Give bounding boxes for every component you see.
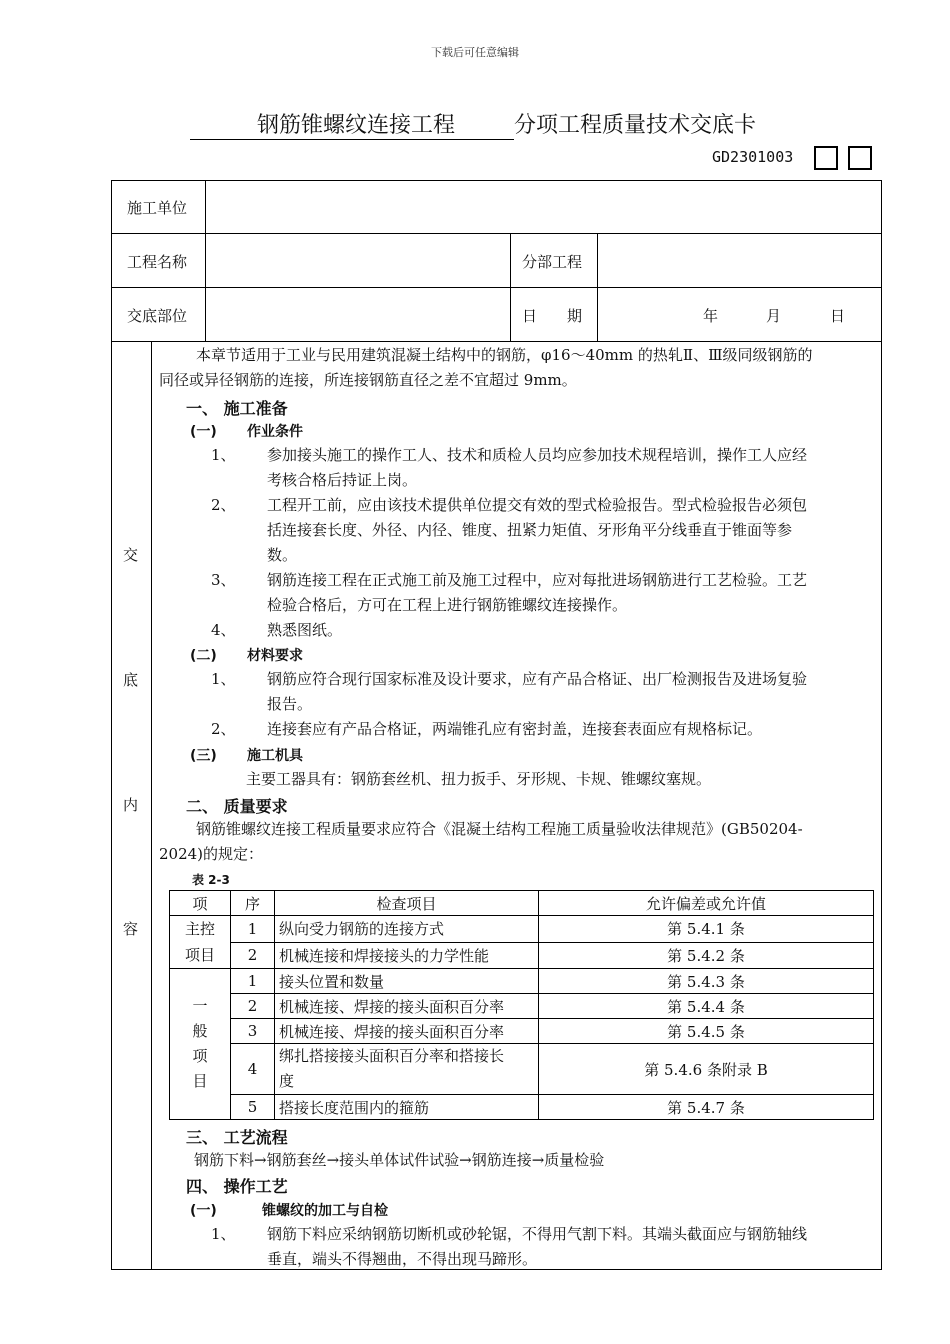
side-label: 交 bbox=[123, 546, 139, 564]
section-heading: 三、 工艺流程 bbox=[186, 1128, 288, 1147]
code-box-1 bbox=[814, 146, 838, 170]
intro-line: 同径或异径钢筋的连接，所连接钢筋直径之差不宜超过 9mm。 bbox=[159, 371, 577, 389]
date-label: 日 期 bbox=[522, 307, 583, 325]
quality-text-line: 钢筋锥螺纹连接工程质量要求应符合《混凝土结构工程施工质量验收法律规范》(GB50204- bbox=[196, 820, 803, 838]
row-value: 第 5.4.7 条 bbox=[539, 1095, 874, 1120]
group-general-text: 项 bbox=[192, 1047, 208, 1065]
item-line: 括连接套长度、外径、内径、锥度、扭紧力矩值、牙形角平分线垂直于锥面等参 bbox=[267, 521, 793, 539]
side-label: 容 bbox=[123, 920, 139, 938]
subsection-number: (三) bbox=[190, 748, 217, 764]
content-col-divider bbox=[151, 341, 152, 1270]
item-number: 3、 bbox=[211, 571, 236, 589]
subsection-number: (一) bbox=[190, 1203, 217, 1219]
group-main-text: 项目 bbox=[184, 946, 215, 964]
page-title bbox=[190, 108, 756, 140]
row-number: 2 bbox=[231, 942, 275, 969]
row-number: 5 bbox=[231, 1095, 275, 1120]
item-number: 1、 bbox=[211, 1225, 236, 1243]
row-value: 第 5.4.5 条 bbox=[539, 1019, 874, 1044]
project-name-label: 工程名称 bbox=[127, 253, 188, 271]
group-main-cell bbox=[170, 916, 231, 969]
row-divider bbox=[111, 233, 882, 234]
row-value: 第 5.4.2 条 bbox=[539, 942, 874, 969]
row-divider bbox=[111, 287, 882, 288]
group-general-text: 般 bbox=[192, 1022, 208, 1040]
table-header-row bbox=[170, 891, 874, 916]
table-row bbox=[170, 969, 874, 994]
item-line: 钢筋下料应采纳钢筋切断机或砂轮锯，不得用气割下料。其端头截面应与钢筋轴线 bbox=[267, 1225, 808, 1243]
code-box-2 bbox=[848, 146, 872, 170]
row-item: 接头位置和数量 bbox=[275, 969, 539, 994]
side-label: 底 bbox=[123, 671, 139, 689]
row-item: 机械连接和焊接接头的力学性能 bbox=[275, 942, 539, 969]
group-general-text: 目 bbox=[192, 1072, 208, 1090]
subsection-title: 材料要求 bbox=[247, 648, 303, 664]
item-number: 4、 bbox=[211, 621, 236, 639]
row-number: 1 bbox=[231, 969, 275, 994]
title-project-name: 钢筋锥螺纹连接工程 bbox=[190, 108, 514, 140]
tools-text: 主要工器具有：钢筋套丝机、扭力扳手、牙形规、卡规、锥螺纹塞规。 bbox=[246, 770, 712, 788]
quality-table bbox=[169, 890, 874, 1120]
header-cell: 序 bbox=[231, 891, 275, 916]
subsection-title: 施工机具 bbox=[247, 748, 303, 764]
row-divider bbox=[111, 341, 882, 342]
title-main: 分项工程质量技术交底卡 bbox=[514, 113, 757, 138]
item-line: 钢筋应符合现行国家标准及设计要求，应有产品合格证、出厂检测报告及进场复验 bbox=[267, 670, 808, 688]
row-number: 4 bbox=[231, 1044, 275, 1095]
item-number: 1、 bbox=[211, 670, 236, 688]
intro-line: 本章节适用于工业与民用建筑混凝土结构中的钢筋，φ16～40mm 的热轧Ⅱ、Ⅲ级同级钢筋的 bbox=[196, 346, 813, 364]
header-cell: 允许偏差或允许值 bbox=[539, 891, 874, 916]
document-code: GD2301003 bbox=[712, 148, 794, 166]
header-cell: 检查项目 bbox=[275, 891, 539, 916]
col-divider bbox=[205, 180, 206, 341]
section-heading: 四、 操作工艺 bbox=[186, 1177, 288, 1196]
row-item: 搭接长度范围内的箍筋 bbox=[275, 1095, 539, 1120]
header-cell: 项 bbox=[170, 891, 231, 916]
group-general-text: 一 bbox=[192, 997, 208, 1015]
item-number: 2、 bbox=[211, 720, 236, 738]
row-item: 纵向受力钢筋的连接方式 bbox=[275, 916, 539, 943]
item-number: 1、 bbox=[211, 446, 236, 464]
disclosure-part-label: 交底部位 bbox=[127, 307, 188, 325]
quality-text-line: 2024)的规定： bbox=[159, 845, 264, 863]
row-value: 第 5.4.1 条 bbox=[539, 916, 874, 943]
item-line: 数。 bbox=[267, 546, 298, 564]
item-line: 参加接头施工的操作工人、技术和质检人员均应参加技术规程培训，操作工人应经 bbox=[267, 446, 808, 464]
item-line: 连接套应有产品合格证，两端锥孔应有密封盖，连接套表面应有规格标记。 bbox=[267, 720, 763, 738]
item-line: 报告。 bbox=[267, 695, 313, 713]
row-value: 第 5.4.3 条 bbox=[539, 969, 874, 994]
section-heading: 一、 施工准备 bbox=[186, 399, 288, 418]
row-item-line: 绑扎搭接接头面积百分率和搭接长 bbox=[279, 1047, 505, 1065]
col-divider bbox=[510, 233, 511, 341]
row-value: 第 5.4.4 条 bbox=[539, 994, 874, 1019]
row-item: 机械连接、焊接的接头面积百分率 bbox=[275, 994, 539, 1019]
table-row bbox=[170, 994, 874, 1019]
table-row bbox=[170, 942, 874, 969]
header-note: 下载后可任意编辑 bbox=[431, 46, 519, 59]
table-row bbox=[170, 1095, 874, 1120]
item-number: 2、 bbox=[211, 496, 236, 514]
item-line: 熟悉图纸。 bbox=[267, 621, 343, 639]
row-number: 3 bbox=[231, 1019, 275, 1044]
table-label: 表 2-3 bbox=[192, 873, 230, 887]
table-row bbox=[170, 1044, 874, 1095]
date-month: 月 bbox=[766, 307, 782, 325]
subsection-number: (二) bbox=[190, 648, 217, 664]
date-day: 日 bbox=[830, 307, 846, 325]
group-general-cell bbox=[170, 969, 231, 1120]
side-label: 内 bbox=[123, 796, 139, 814]
row-number: 2 bbox=[231, 994, 275, 1019]
subsection-title: 作业条件 bbox=[247, 424, 303, 440]
section-heading: 二、 质量要求 bbox=[186, 797, 288, 816]
item-line: 检验合格后，方可在工程上进行钢筋锥螺纹连接操作。 bbox=[267, 596, 628, 614]
group-main-text: 主控 bbox=[184, 920, 215, 938]
item-line: 考核合格后持证上岗。 bbox=[267, 471, 418, 489]
item-line: 钢筋连接工程在正式施工前及施工过程中，应对每批进场钢筋进行工艺检验。工艺 bbox=[267, 571, 808, 589]
date-year: 年 bbox=[703, 307, 719, 325]
subproject-label: 分部工程 bbox=[522, 253, 583, 271]
subsection-title: 锥螺纹的加工与自检 bbox=[262, 1203, 388, 1219]
process-flow: 钢筋下料→钢筋套丝→接头单体试件试验→钢筋连接→质量检验 bbox=[194, 1151, 605, 1169]
item-line: 工程开工前，应由该技术提供单位提交有效的型式检验报告。型式检验报告必须包 bbox=[267, 496, 808, 514]
construction-unit-label: 施工单位 bbox=[127, 199, 188, 217]
table-row bbox=[170, 1019, 874, 1044]
table-row bbox=[170, 916, 874, 943]
row-item bbox=[275, 1044, 539, 1095]
row-number: 1 bbox=[231, 916, 275, 943]
row-item: 机械连接、焊接的接头面积百分率 bbox=[275, 1019, 539, 1044]
row-value: 第 5.4.6 条附录 B bbox=[539, 1044, 874, 1095]
item-line: 垂直，端头不得翘曲，不得出现马蹄形。 bbox=[267, 1250, 538, 1268]
col-divider bbox=[597, 233, 598, 341]
subsection-number: (一) bbox=[190, 424, 217, 440]
row-item-line: 度 bbox=[279, 1072, 295, 1090]
